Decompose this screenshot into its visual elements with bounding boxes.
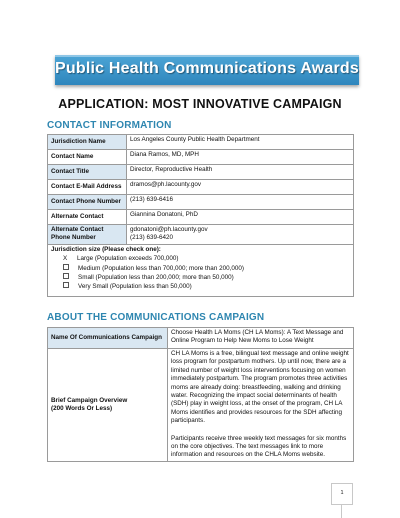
alternate-phone-value: (213) 639-6420 bbox=[130, 234, 174, 242]
contact-title-value: Director, Reproductive Health bbox=[127, 165, 354, 180]
row-label: Contact E-Mail Address bbox=[48, 180, 127, 195]
contact-phone-value: (213) 639-6416 bbox=[127, 195, 354, 210]
jurisdiction-size-title: Jurisdiction size (Please check one): bbox=[51, 245, 161, 253]
jurisdiction-option-small[interactable] bbox=[51, 273, 350, 282]
checkbox-icon[interactable] bbox=[63, 264, 69, 270]
table-row bbox=[48, 195, 354, 210]
table-row bbox=[48, 328, 354, 349]
row-label: Contact Title bbox=[48, 165, 127, 180]
table-row bbox=[48, 165, 354, 180]
banner-title: Public Health Communications Awards bbox=[55, 60, 359, 77]
table-row bbox=[48, 210, 354, 225]
row-label: Alternate Contact bbox=[48, 210, 127, 225]
awards-banner bbox=[55, 55, 359, 85]
paragraph-gap bbox=[171, 426, 350, 435]
alternate-email-value: gdonatoni@ph.lacounty.gov bbox=[130, 226, 208, 233]
table-row bbox=[48, 150, 354, 165]
row-label-line: Alternate Contact bbox=[51, 226, 104, 233]
application-title: APPLICATION: MOST INNOVATIVE CAMPAIGN bbox=[58, 97, 342, 111]
campaign-name-value: Choose Health LA Moms (CH LA Moms): A Text Message and Online Program to Help New Moms to Lose Weight bbox=[168, 328, 354, 349]
row-label bbox=[48, 349, 168, 462]
jurisdiction-size-cell bbox=[48, 244, 354, 296]
jurisdiction-option-large[interactable] bbox=[51, 254, 350, 263]
option-label: Medium (Population less than 700,000; more than 200,000) bbox=[78, 264, 244, 272]
contact-email-value: dramos@ph.lacounty.gov bbox=[127, 180, 354, 195]
row-label: Contact Name bbox=[48, 150, 127, 165]
overview-paragraph: CH LA Moms is a free, bilingual text message and online weight loss program for postpartum mothers. Up until now, there are a limited number of weight loss interventions focusing on women immediately postpartum. The program promotes three activities moms are already doing: breastfeeding, walking and drinking water. Recognizing the impact social determinants of health (SDH) play in weight loss, at the onset of the program, CH LA Moms identifies and provides resources for the SDH affecting participants. bbox=[171, 350, 349, 425]
row-label-line: (200 Words Or Less) bbox=[51, 404, 113, 412]
row-label: Contact Phone Number bbox=[48, 195, 127, 210]
campaign-overview bbox=[168, 349, 354, 462]
row-label: Name Of Communications Campaign bbox=[48, 328, 168, 349]
checkbox-icon[interactable] bbox=[63, 282, 69, 288]
row-label-line: Phone Number bbox=[51, 234, 96, 242]
table-row bbox=[48, 244, 354, 296]
overview-paragraph: Participants receive three weekly text messages for six months on the core objectives. The text messages link to more information and resources on the CHLA Moms website. bbox=[171, 434, 347, 459]
alternate-contact-value: Giannina Donatoni, PhD bbox=[127, 210, 354, 225]
page-number: 1 bbox=[340, 490, 344, 496]
jurisdiction-name-value: Los Angeles County Public Health Department bbox=[127, 135, 354, 150]
table-row bbox=[48, 135, 354, 150]
contact-section-heading: CONTACT INFORMATION bbox=[47, 120, 172, 131]
jurisdiction-option-medium[interactable] bbox=[51, 264, 350, 273]
row-label-line: Brief Campaign Overview bbox=[51, 396, 128, 404]
page-number-box bbox=[331, 483, 353, 505]
campaign-table bbox=[47, 327, 354, 462]
table-row bbox=[48, 349, 354, 462]
selected-mark: X bbox=[63, 255, 68, 263]
jurisdiction-option-very-small[interactable] bbox=[51, 282, 350, 291]
alternate-contact-details bbox=[127, 225, 354, 245]
row-label bbox=[48, 225, 127, 245]
option-label: Very Small (Population less than 50,000) bbox=[78, 283, 192, 291]
table-row bbox=[48, 225, 354, 245]
checkbox-icon[interactable] bbox=[63, 273, 69, 279]
option-label: Large (Population exceeds 700,000) bbox=[77, 255, 179, 263]
campaign-section-heading: ABOUT THE COMMUNICATIONS CAMPAIGN bbox=[47, 312, 265, 323]
contact-name-value: Diana Ramos, MD, MPH bbox=[127, 150, 354, 165]
row-label: Jurisdiction Name bbox=[48, 135, 127, 150]
contact-table bbox=[47, 134, 354, 297]
table-row bbox=[48, 180, 354, 195]
page-divider-line bbox=[341, 505, 342, 518]
option-label: Small (Population less than 200,000; more than 50,000) bbox=[78, 273, 234, 281]
